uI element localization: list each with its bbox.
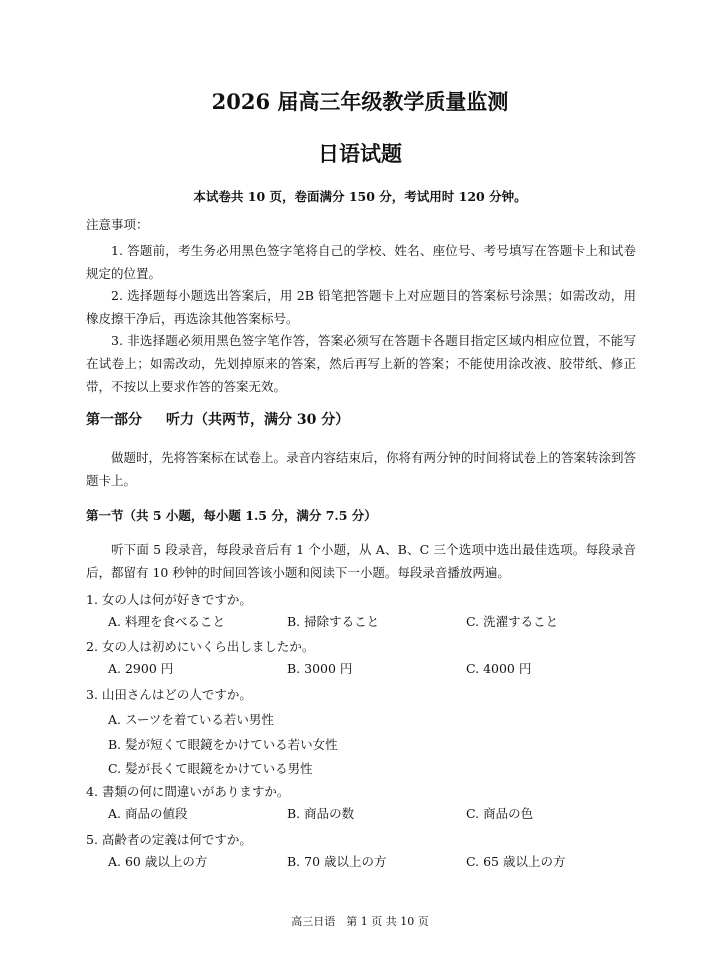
part-one-label: 第一部分: [86, 412, 142, 428]
page-footer: 高三日语 第 1 页 共 10 页: [291, 915, 429, 928]
question-5-option-a: A. 60 歳以上の方: [108, 854, 208, 869]
part-one-instruction: 做题时，先将答案标在试卷上。录音内容结束后，你将有两分钟的时间将试卷上的答案转涂到答题卡上。: [86, 450, 637, 488]
question-4-option-a: A. 商品の値段: [108, 806, 188, 821]
question-3-option-b: B. 髪が短くて眼鏡をかけている若い女性: [108, 737, 338, 752]
question-1-stem: 1. 女の人は何が好きですか。: [86, 592, 252, 607]
exam-info: 本试卷共 10 页，卷面满分 150 分，考试用时 120 分钟。: [193, 189, 527, 204]
exam-title: 2026 届高三年级教学质量监测: [211, 89, 509, 114]
question-4-option-c: C. 商品の色: [466, 806, 534, 821]
section-one-heading: 第一节（共 5 小题，每小题 1.5 分，满分 7.5 分）: [86, 508, 377, 523]
notice-item-3: 3. 非选择题必须用黑色签字笔作答，答案必须写在答题卡各题目指定区域内相应位置，不能写在试卷上；如需改动，先划掉原来的答案，然后再写上新的答案；不能使用涂改液、胶带纸、修正带，不按以上要求作答的答案无效。: [86, 333, 636, 394]
question-5-option-b: B. 70 歳以上の方: [287, 854, 387, 869]
question-2-stem: 2. 女の人は初めにいくら出しましたか。: [86, 639, 315, 654]
question-3-option-c: C. 髪が長くて眼鏡をかけている男性: [108, 761, 313, 776]
question-4-stem: 4. 書類の何に間違いがありますか。: [86, 784, 290, 799]
question-5-stem: 5. 高齢者の定義は何ですか。: [86, 832, 252, 847]
question-1-option-b: B. 掃除すること: [287, 614, 380, 629]
question-3-option-a: A. スーツを着ている若い男性: [108, 712, 274, 727]
notice-item-1: 1. 答题前，考生务必用黑色签字笔将自己的学校、姓名、座位号、考号填写在答题卡上和试卷规定的位置。: [86, 243, 636, 281]
question-4-option-b: B. 商品の数: [287, 806, 355, 821]
notice-item-2: 2. 选择题每小题选出答案后，用 2B 铅笔把答题卡上对应题目的答案标号涂黑；如需改动，用橡皮擦干净后，再选涂其他答案标号。: [86, 288, 636, 326]
subject-title: 日语试题: [318, 141, 402, 166]
question-3-stem: 3. 山田さんはどの人ですか。: [86, 687, 252, 702]
section-one-instruction: 听下面 5 段录音，每段录音后有 1 个小题，从 A、B、C 三个选项中选出最佳选项。每段录音后，都留有 10 秒钟的时间回答该小题和阅读下一小题。每段录音播放两遍。: [86, 542, 636, 580]
notice-heading: 注意事项：: [86, 217, 149, 232]
question-2-option-c: C. 4000 円: [466, 661, 532, 676]
part-one-heading: [86, 409, 349, 429]
question-1-option-a: A. 料理を食べること: [108, 614, 225, 629]
question-2-option-b: B. 3000 円: [287, 661, 353, 676]
question-5-option-c: C. 65 歳以上の方: [466, 854, 566, 869]
part-one-title: 听力（共两节，满分 30 分）: [166, 412, 350, 428]
question-2-option-a: A. 2900 円: [108, 661, 174, 676]
question-1-option-c: C. 洗濯すること: [466, 614, 559, 629]
